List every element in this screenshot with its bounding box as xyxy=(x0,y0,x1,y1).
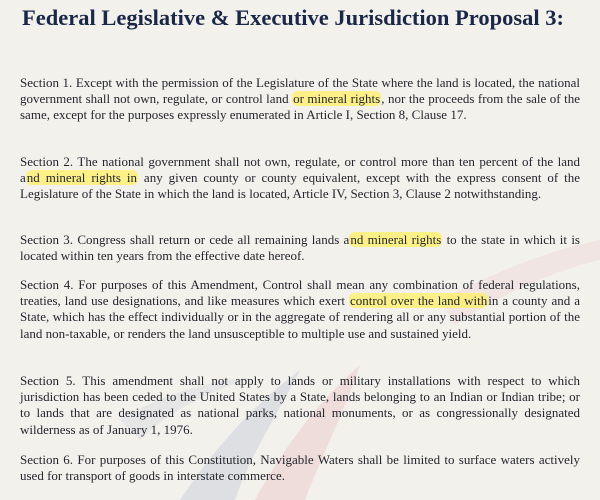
section-text: Section 2. The national government shall not own, regulate, or control more than ten percent of the land a xyxy=(20,154,580,186)
section-1 xyxy=(20,75,580,124)
highlight: nd mineral rights xyxy=(350,232,442,247)
section-5 xyxy=(20,373,580,438)
section-4 xyxy=(20,277,580,342)
section-text: Section 4. For purposes of this Amendment, Control shall mean any combination of federal regulations, treaties, land use designations, and like measures which exert xyxy=(20,277,580,309)
section-text: , nor the proceeds from the sale of the same, except for the purposes expressly enumerated in Article I, Section 8, Clause 17. xyxy=(20,91,580,123)
section-text: Section 5. This amendment shall not apply to lands or military installations with respect to which jurisdiction has been ceded to the United States by a State, lands belonging to an Indian or Indian tribe; or to lands that are designated as national parks, national monuments, or as congressionally designated wilderness as of January 1, 1976. xyxy=(20,373,580,437)
highlight: control over the land with xyxy=(350,293,488,309)
page-title: Federal Legislative & Executive Jurisdiction Proposal 3: xyxy=(22,5,565,30)
section-6 xyxy=(20,452,580,484)
section-text: in a county and a State, which has the effect individually or in the aggregate of rendering all or any substantial portion of the land non-taxable, or renders the land unsusceptible to multiple use and sustained yield. xyxy=(20,293,580,341)
section-text: Section 6. For purposes of this Constitution, Navigable Waters shall be limited to surface waters actively used for transport of goods in interstate commerce. xyxy=(20,452,580,484)
section-text: to the state in which it is located within ten years from the effective date hereof. xyxy=(20,232,580,264)
section-text: Section 1. Except with the permission of the Legislature of the State where the land is located, the national government shall not own, regulate, or control land xyxy=(20,75,580,107)
section-text: Section 3. Congress shall return or cede all remaining lands a xyxy=(20,232,350,247)
section-3 xyxy=(20,232,580,264)
section-2 xyxy=(20,154,580,203)
highlight: or mineral rights xyxy=(293,91,381,107)
highlight: nd mineral rights in xyxy=(26,170,137,186)
section-text: any given county or county equivalent, except with the express consent of the Legislature of the State in which the land is located, Article IV, Section 3, Clause 2 notwithstanding. xyxy=(20,170,580,202)
